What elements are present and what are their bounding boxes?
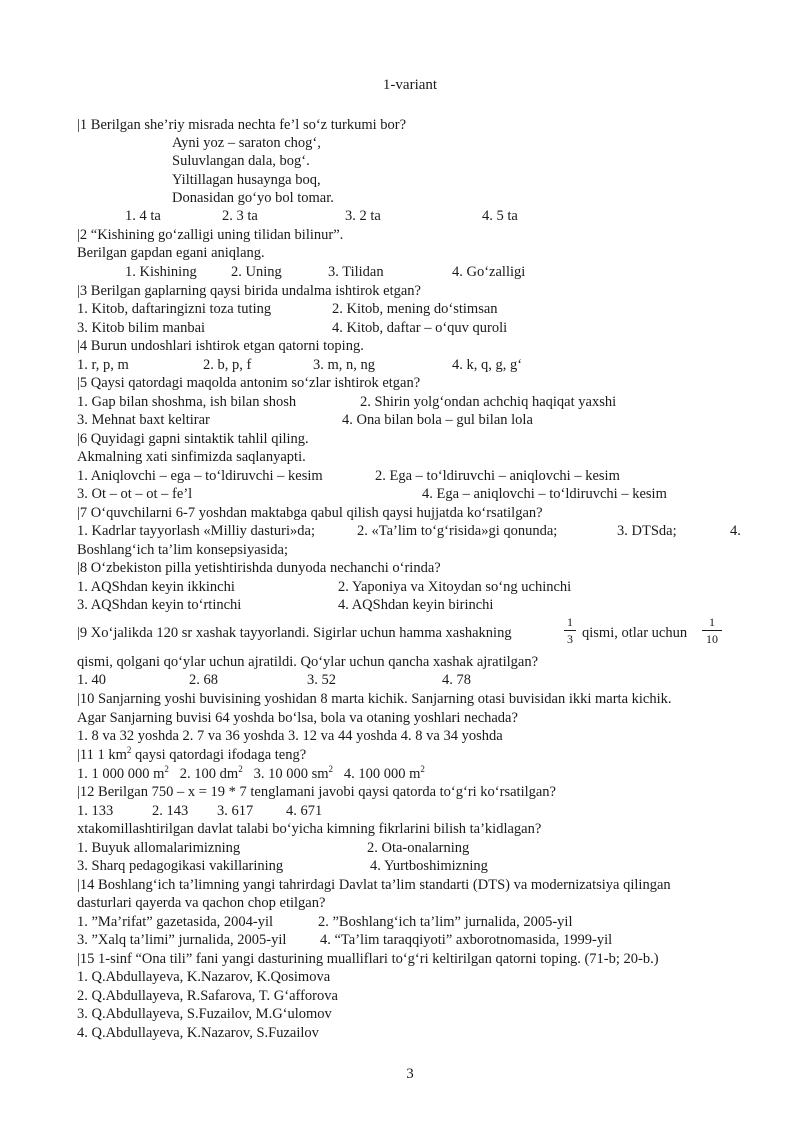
- option: 4. Kitob, daftar – o‘quv quroli: [332, 320, 508, 336]
- question-10: |10 Sanjarning yoshi buvisining yoshidan 8 marta kichik. Sanjarning otasi buvisidan ikki marta kichik.: [77, 691, 672, 707]
- superscript: 2: [328, 764, 333, 775]
- option: 2. ”Boshlang‘ich ta’lim” jurnalida, 2005-yil: [318, 914, 573, 930]
- option: 1. Aniqlovchi – ega – to‘ldiruvchi – kesim: [77, 468, 323, 484]
- question-14: |14 Boshlang‘ich ta’limning yangi tahrirdagi Davlat ta’lim standarti (DTS) va modernizatsiya qilingan: [77, 877, 671, 893]
- poem-line-4: Donasidan go‘yo bol tomar.: [172, 190, 334, 206]
- option: 3. DTSda;: [617, 523, 677, 539]
- option: 3. 52: [307, 672, 336, 688]
- superscript: 2: [126, 745, 132, 756]
- question-3: |3 Berilgan gaplarning qaysi birida undalma ishtirok etgan?: [77, 283, 421, 299]
- question-9: |9 Xo‘jalikda 120 sr xashak tayyorlandi. Sigirlar uchun hamma xashakning: [77, 625, 512, 641]
- question-11: [77, 746, 306, 764]
- options-line: 1. 8 va 32 yoshda 2. 7 va 36 yoshda 3. 12 va 44 yoshda 4. 8 va 34 yoshda: [77, 728, 503, 744]
- question-6: |6 Quyidagi gapni sintaktik tahlil qiling.: [77, 431, 309, 447]
- poem-line-1: Ayni yoz – saraton chog‘,: [172, 135, 321, 151]
- option: 4. AQShdan keyin birinchi: [338, 597, 494, 613]
- superscript: 2: [420, 764, 425, 775]
- option: 4. “Ta’lim taraqqiyoti” axborotnomasida, 1999-yil: [320, 932, 613, 948]
- fraction-numerator: 1: [709, 615, 715, 629]
- option: 2. Ega – to‘ldiruvchi – aniqlovchi – kesim: [375, 468, 620, 484]
- option: 2. Q.Abdullayeva, R.Safarova, T. G‘afforova: [77, 988, 338, 1004]
- option: 1. 1 000 000 m: [77, 766, 165, 782]
- option: 2. Ota-onalarning: [367, 840, 470, 856]
- option: 1. Q.Abdullayeva, K.Nazarov, K.Qosimova: [77, 969, 331, 985]
- option: 4. 5 ta: [482, 208, 518, 224]
- question-4: |4 Burun undoshlari ishtirok etgan qatorni toping.: [77, 338, 364, 354]
- question-2: |2 “Kishining go‘zalligi uning tilidan bilinur”.: [77, 227, 344, 243]
- question-10-line-2: Agar Sanjarning buvisi 64 yoshda bo‘lsa, bola va otaning yoshlari nechada?: [77, 710, 518, 726]
- option: 4. Yurtboshimizning: [370, 858, 488, 874]
- fraction-numerator: 1: [567, 615, 573, 629]
- option: 2. b, p, f: [203, 357, 252, 373]
- question-7: |7 O‘quvchilarni 6-7 yoshdan maktabga qabul qilish qaysi hujjatda ko‘rsatilgan?: [77, 505, 543, 521]
- option: 1. Kitob, daftaringizni toza tuting: [77, 301, 272, 317]
- option: 1. 4 ta: [125, 208, 161, 224]
- option: 3. 2 ta: [345, 208, 381, 224]
- option: 3. Mehnat baxt keltirar: [77, 412, 210, 428]
- fraction-denominator: 3: [567, 632, 573, 646]
- option: 1. ”Ma’rifat” gazetasida, 2004-yil: [77, 914, 274, 930]
- option: 2. «Ta’lim to‘g‘risida»gi qonunda;: [357, 523, 558, 539]
- question-13: xtakomillashtirilgan davlat talabi bo‘yicha kimning fikrlarini bilish ta’kidlagan?: [77, 821, 542, 837]
- option: 1. r, p, m: [77, 357, 129, 373]
- superscript: 2: [238, 764, 243, 775]
- option: 2. 143: [152, 803, 189, 819]
- option: 3. 10 000 sm: [253, 766, 329, 782]
- question-2-line-2: Berilgan gapdan egani aniqlang.: [77, 245, 265, 261]
- option: 3. ”Xalq ta’limi” jurnalida, 2005-yil: [77, 932, 287, 948]
- question-12: |12 Berilgan 750 – x = 19 * 7 tenglamani javobi qaysi qatorda to‘g‘ri ko‘rsatilgan?: [77, 784, 556, 800]
- option: 3. AQShdan keyin to‘rtinchi: [77, 597, 242, 613]
- option: 4. 671: [286, 803, 323, 819]
- poem-line-3: Yiltillagan husaynga boq,: [172, 172, 321, 188]
- option: 2. 3 ta: [222, 208, 258, 224]
- fraction-denominator: 10: [706, 632, 718, 646]
- option: 4.: [730, 523, 741, 539]
- option: 4. Ega – aniqlovchi – to‘ldiruvchi – kesim: [422, 486, 667, 502]
- question-11-text-end: qaysi qatordagi ifodaga teng?: [131, 747, 307, 763]
- superscript: 2: [164, 764, 169, 775]
- question-9-line-2: qismi, qolgani qo‘ylar uchun ajratildi. Qo‘ylar uchun qancha xashak ajratilgan?: [77, 654, 539, 670]
- fraction-one-third: [564, 615, 576, 646]
- question-1: |1 Berilgan she’riy misrada nechta fe’l so‘z turkumi bor?: [77, 117, 407, 133]
- option: 4. k, q, g, g‘: [452, 357, 523, 373]
- options-line: [77, 765, 425, 783]
- option: 1. 40: [77, 672, 106, 688]
- question-9-mid: qismi, otlar uchun: [582, 625, 688, 641]
- option: 3. Q.Abdullayeva, S.Fuzailov, M.G‘ulomov: [77, 1006, 332, 1022]
- option: 1. Buyuk allomalarimizning: [77, 840, 241, 856]
- fraction-one-tenth: [702, 615, 722, 646]
- poem-line-2: Suluvlangan dala, bog‘.: [172, 153, 310, 169]
- option: 2. Kitob, mening do‘stimsan: [332, 301, 498, 317]
- option-continuation: Boshlang‘ich ta’lim konsepsiyasida;: [77, 542, 289, 558]
- option: 4. 100 000 m: [343, 766, 421, 782]
- option: 3. 617: [217, 803, 254, 819]
- option: 3. Kitob bilim manbai: [77, 320, 206, 336]
- option: 1. Kadrlar tayyorlash «Milliy dasturi»da;: [77, 523, 315, 539]
- question-14-line-2: dasturlari qayerda va qachon chop etilgan?: [77, 895, 326, 911]
- option: 1. 133: [77, 803, 114, 819]
- option: 3. Sharq pedagogikasi vakillarining: [77, 858, 284, 874]
- option: 2. Yaponiya va Xitoydan so‘ng uchinchi: [338, 579, 572, 595]
- option: 3. m, n, ng: [313, 357, 376, 373]
- option: 2. Uning: [231, 264, 282, 280]
- option: 4. 78: [442, 672, 471, 688]
- question-15: |15 1-sinf “Ona tili” fani yangi dasturining mualliflari to‘g‘ri keltirilgan qatorni toping. (71-b; 20-b.): [77, 951, 659, 967]
- question-5: |5 Qaysi qatordagi maqolda antonim so‘zlar ishtirok etgan?: [77, 375, 421, 391]
- option: 4. Ona bilan bola – gul bilan lola: [342, 412, 533, 428]
- option: 2. 100 dm: [179, 766, 239, 782]
- option: 2. 68: [189, 672, 218, 688]
- option: 1. Gap bilan shoshma, ish bilan shosh: [77, 394, 297, 410]
- option: 2. Shirin yolg‘ondan achchiq haqiqat yaxshi: [360, 394, 617, 410]
- option: 4. Q.Abdullayeva, K.Nazarov, S.Fuzailov: [77, 1025, 319, 1041]
- option: 3. Tilidan: [328, 264, 384, 280]
- page-title: 1-variant: [382, 77, 438, 93]
- question-6-line-2: Akmalning xati sinfimizda saqlanyapti.: [77, 449, 306, 465]
- question-11-text: |11 1 km: [77, 747, 127, 763]
- page-number: 3: [406, 1066, 414, 1082]
- option: 1. Kishining: [125, 264, 197, 280]
- option: 3. Ot – ot – ot – fe’l: [77, 486, 193, 502]
- question-8: |8 O‘zbekiston pilla yetishtirishda dunyoda nechanchi o‘rinda?: [77, 560, 441, 576]
- option: 4. Go‘zalligi: [452, 264, 526, 280]
- option: 1. AQShdan keyin ikkinchi: [77, 579, 235, 595]
